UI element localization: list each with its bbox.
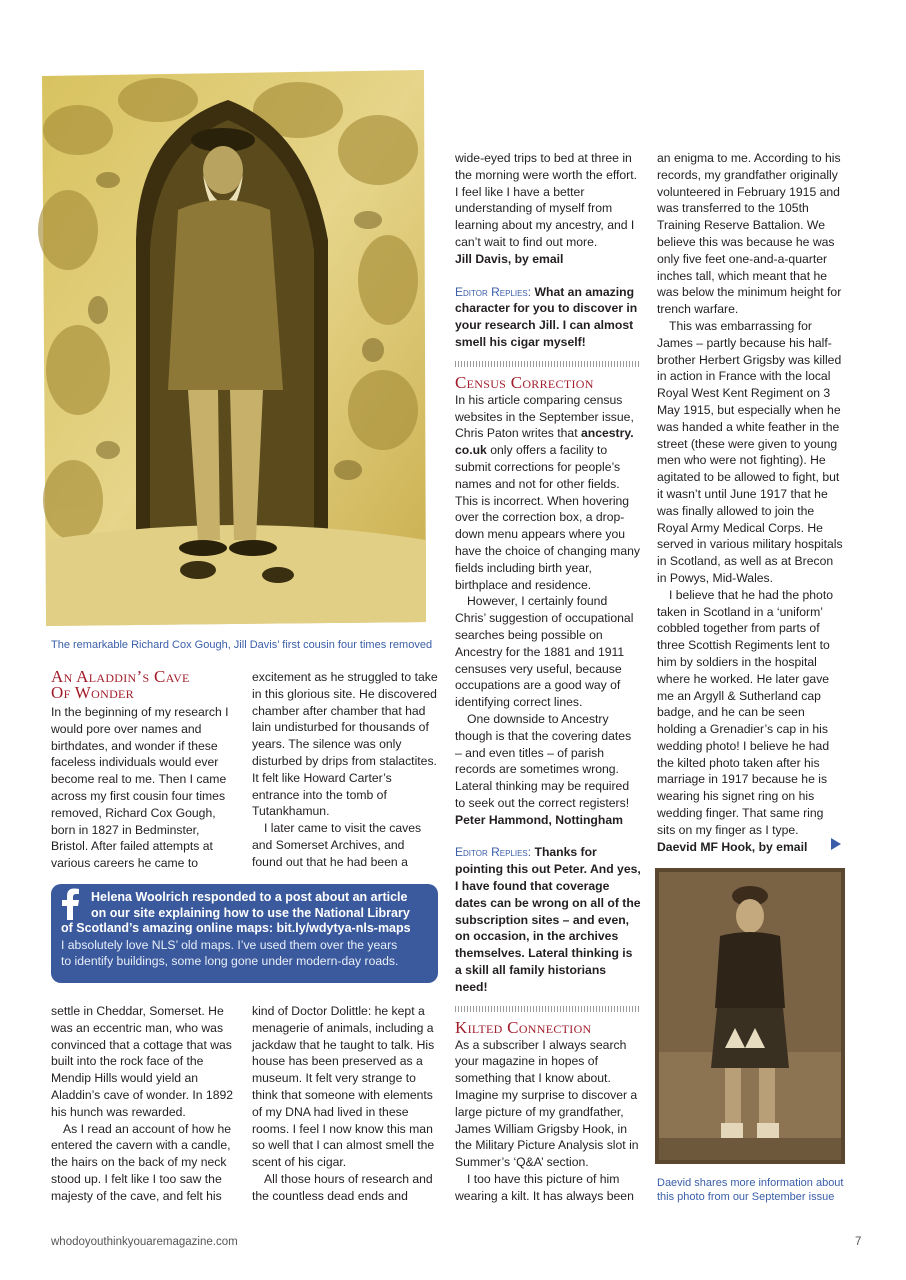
facebook-comment-box	[51, 884, 438, 983]
kilted-soldier-photo	[655, 868, 845, 1164]
kilt-photo-caption: Daevid shares more information about this photo from our September issue	[657, 1177, 844, 1203]
facebook-icon	[59, 888, 83, 920]
article2-signature: Peter Hammond, Nottingham	[455, 812, 623, 827]
facebook-comment-text: I absolutely love NLS’ old maps. I’ve used them over the years to identify buildings, some long gone under modern-day roads.	[61, 937, 399, 968]
article1-col2-bottom: kind of Doctor Dolittle: he kept a menagerie of animals, including a jackdaw that he taught to talk. His house has been preserved as a museum. It felt very strange to think that someone with elements of my DNA had lived in these rooms. I feel I now know this man so well that I can almost smell the scent of his cigar. All those hours of research and the countless dead ends and	[252, 1004, 435, 1203]
article2-editor-reply: Editor Replies: Thanks for pointing this out Peter. And yes, I have found that coverage dates can be wrong on all of the subscription sites – and even, on occasion, in the archives themselves. Lateral thinking is a skill all family historians need!	[455, 845, 641, 994]
article3-signature: Daevid MF Hook, by email	[657, 839, 808, 854]
divider	[455, 1006, 641, 1012]
facebook-comment-title: Helena Woolrich responded to a post about an article on our site explaining how to use the National Library of Scotland’s amazing online maps: bit.ly/wdytya-nls-maps	[61, 890, 411, 935]
article1-editor-reply: Editor Replies: What an amazing character for you to discover in your research Jill. I can almost smell his cigar myself!	[455, 284, 638, 349]
article1-heading: An Aladdin’s Cave Of Wonder	[51, 667, 190, 702]
article1-col1-top: An Aladdin’s Cave Of Wonder In the beginning of my research I would pore over names and birthdates, and wonder if these faceless individuals would ever become real to me. Then I came across my first cousin four times removed, Richard Cox Gough, born in 1827 in Bedminster, Bristol. After failed attempts at various careers he came to	[51, 669, 235, 872]
article3-heading: Kilted Connection	[455, 1017, 592, 1037]
divider	[455, 361, 641, 367]
ancestry-link-text: ancestry. co.uk	[455, 426, 634, 458]
continue-arrow-icon	[831, 838, 841, 850]
page-number: 7	[855, 1236, 862, 1248]
column-4: an enigma to me. According to his records, my grandfather originally volunteered in February 1915 and was transferred to the 105th Training Reserve Battalion. We believe this was because he was only five feet one-and-a-quarter inches tall, which meant that he was below the minimum height for trench warfare. This was embarrassing for James – partly because his half-brother Herbert Grigsby was killed in action in France with the local Royal West Kent Regiment on 3 May 1915, but especially when he was handed a white feather in the street (these were given to young men who were not fighting). He agitated to be allowed to fight, but it wasn’t until June 1917 that he was finally allowed to join the Royal Army Medical Corps. He served in various military hospitals in Scotland, as well as at Brecon in Powys, Mid-Wales. I believe that he had the photo taken in Scotland in a ‘uniform’ cobbled together from parts of three Scottish Regiments lent to him by soldiers in the hospital where he worked. He later gave me an Argyll & Sutherland cap badge, and he can be seen holding a Grenadier’s cap in his wedding photo! I believe he had the kilted photo taken after his marriage in 1917 because he is wearing his signet ring on his wedding finger. That same ring sits on my finger as I type. Daevid MF Hook, by email	[657, 151, 843, 854]
article2-heading: Census Correction	[455, 372, 594, 392]
article1-col1-bottom: settle in Cheddar, Somerset. He was an eccentric man, who was convinced that a cottage that was built into the rock face of the Mendip Hills would yield an Aladdin’s cave of wonder. In 1892 his hunch was rewarded. As I read an account of how he entered the cavern with a candle, the hairs on the back of my neck stood up. I felt like I too saw the majesty of the cave, and felt his	[51, 1004, 234, 1203]
footer-website: whodoyouthinkyouaremagazine.com	[51, 1236, 238, 1248]
article1-signature: Jill Davis, by email	[455, 251, 564, 266]
main-photo-caption: The remarkable Richard Cox Gough, Jill Davis’ first cousin four times removed	[51, 639, 433, 651]
article1-col2-top: excitement as he struggled to take in this glorious site. He discovered chamber after chamber that had lain undisturbed for thousands of years. The silence was only disturbed by drips from stalactites. It felt like Howard Carter’s entrance into the tomb of Tutankhamun. I later came to visit the caves and Somerset Archives, and found out that he had been a	[252, 670, 438, 869]
column-3: wide-eyed trips to bed at three in the morning were worth the effort. I feel like I have a better understanding of myself from learning about my ancestry, and I can’t wait to find out more. Jill Davis, by email Editor Replies: What an amazing character for you to discover in your research Jill. I can almost smell his cigar myself! Census Correction In his article comparing census websites in the September issue, Chris Paton writes that ancestry. co.uk only offers a facility to submit corrections for people’s names and not for other fields. This is incorrect. When hovering over the correction box, a drop-down menu appears where you have the choice of changing many fields including birth year, birthplace and residence. However, I certainly found Chris’ suggestion of occupational searches being possible on Ancestry for the 1881 and 1911 censuses very useful, because occupations are a good way of identifying correct lines. One downside to Ancestry though is that the covering dates – and even titles – of parish records are sometimes wrong. Lateral thinking may be required to seek out the correct registers! Peter Hammond, Nottingham Editor Replies: Thanks for pointing this out Peter. And yes, I have found that coverage dates can be wrong on all of the subscription sites – and even, on occasion, in the archives themselves. Lateral thinking is a skill all family historians need! Kilted Connection As a subscriber I always search your magazine in hopes of something that I know about. Imagine my surprise to discover a large picture of my grandfather, James William Grigsby Hook, in the Military Picture Analysis slot in Summer’s ‘Q&A’ section. I too have this picture of him wearing a kilt. It has always been	[455, 151, 641, 1203]
richard-cox-gough-photo	[38, 70, 428, 630]
